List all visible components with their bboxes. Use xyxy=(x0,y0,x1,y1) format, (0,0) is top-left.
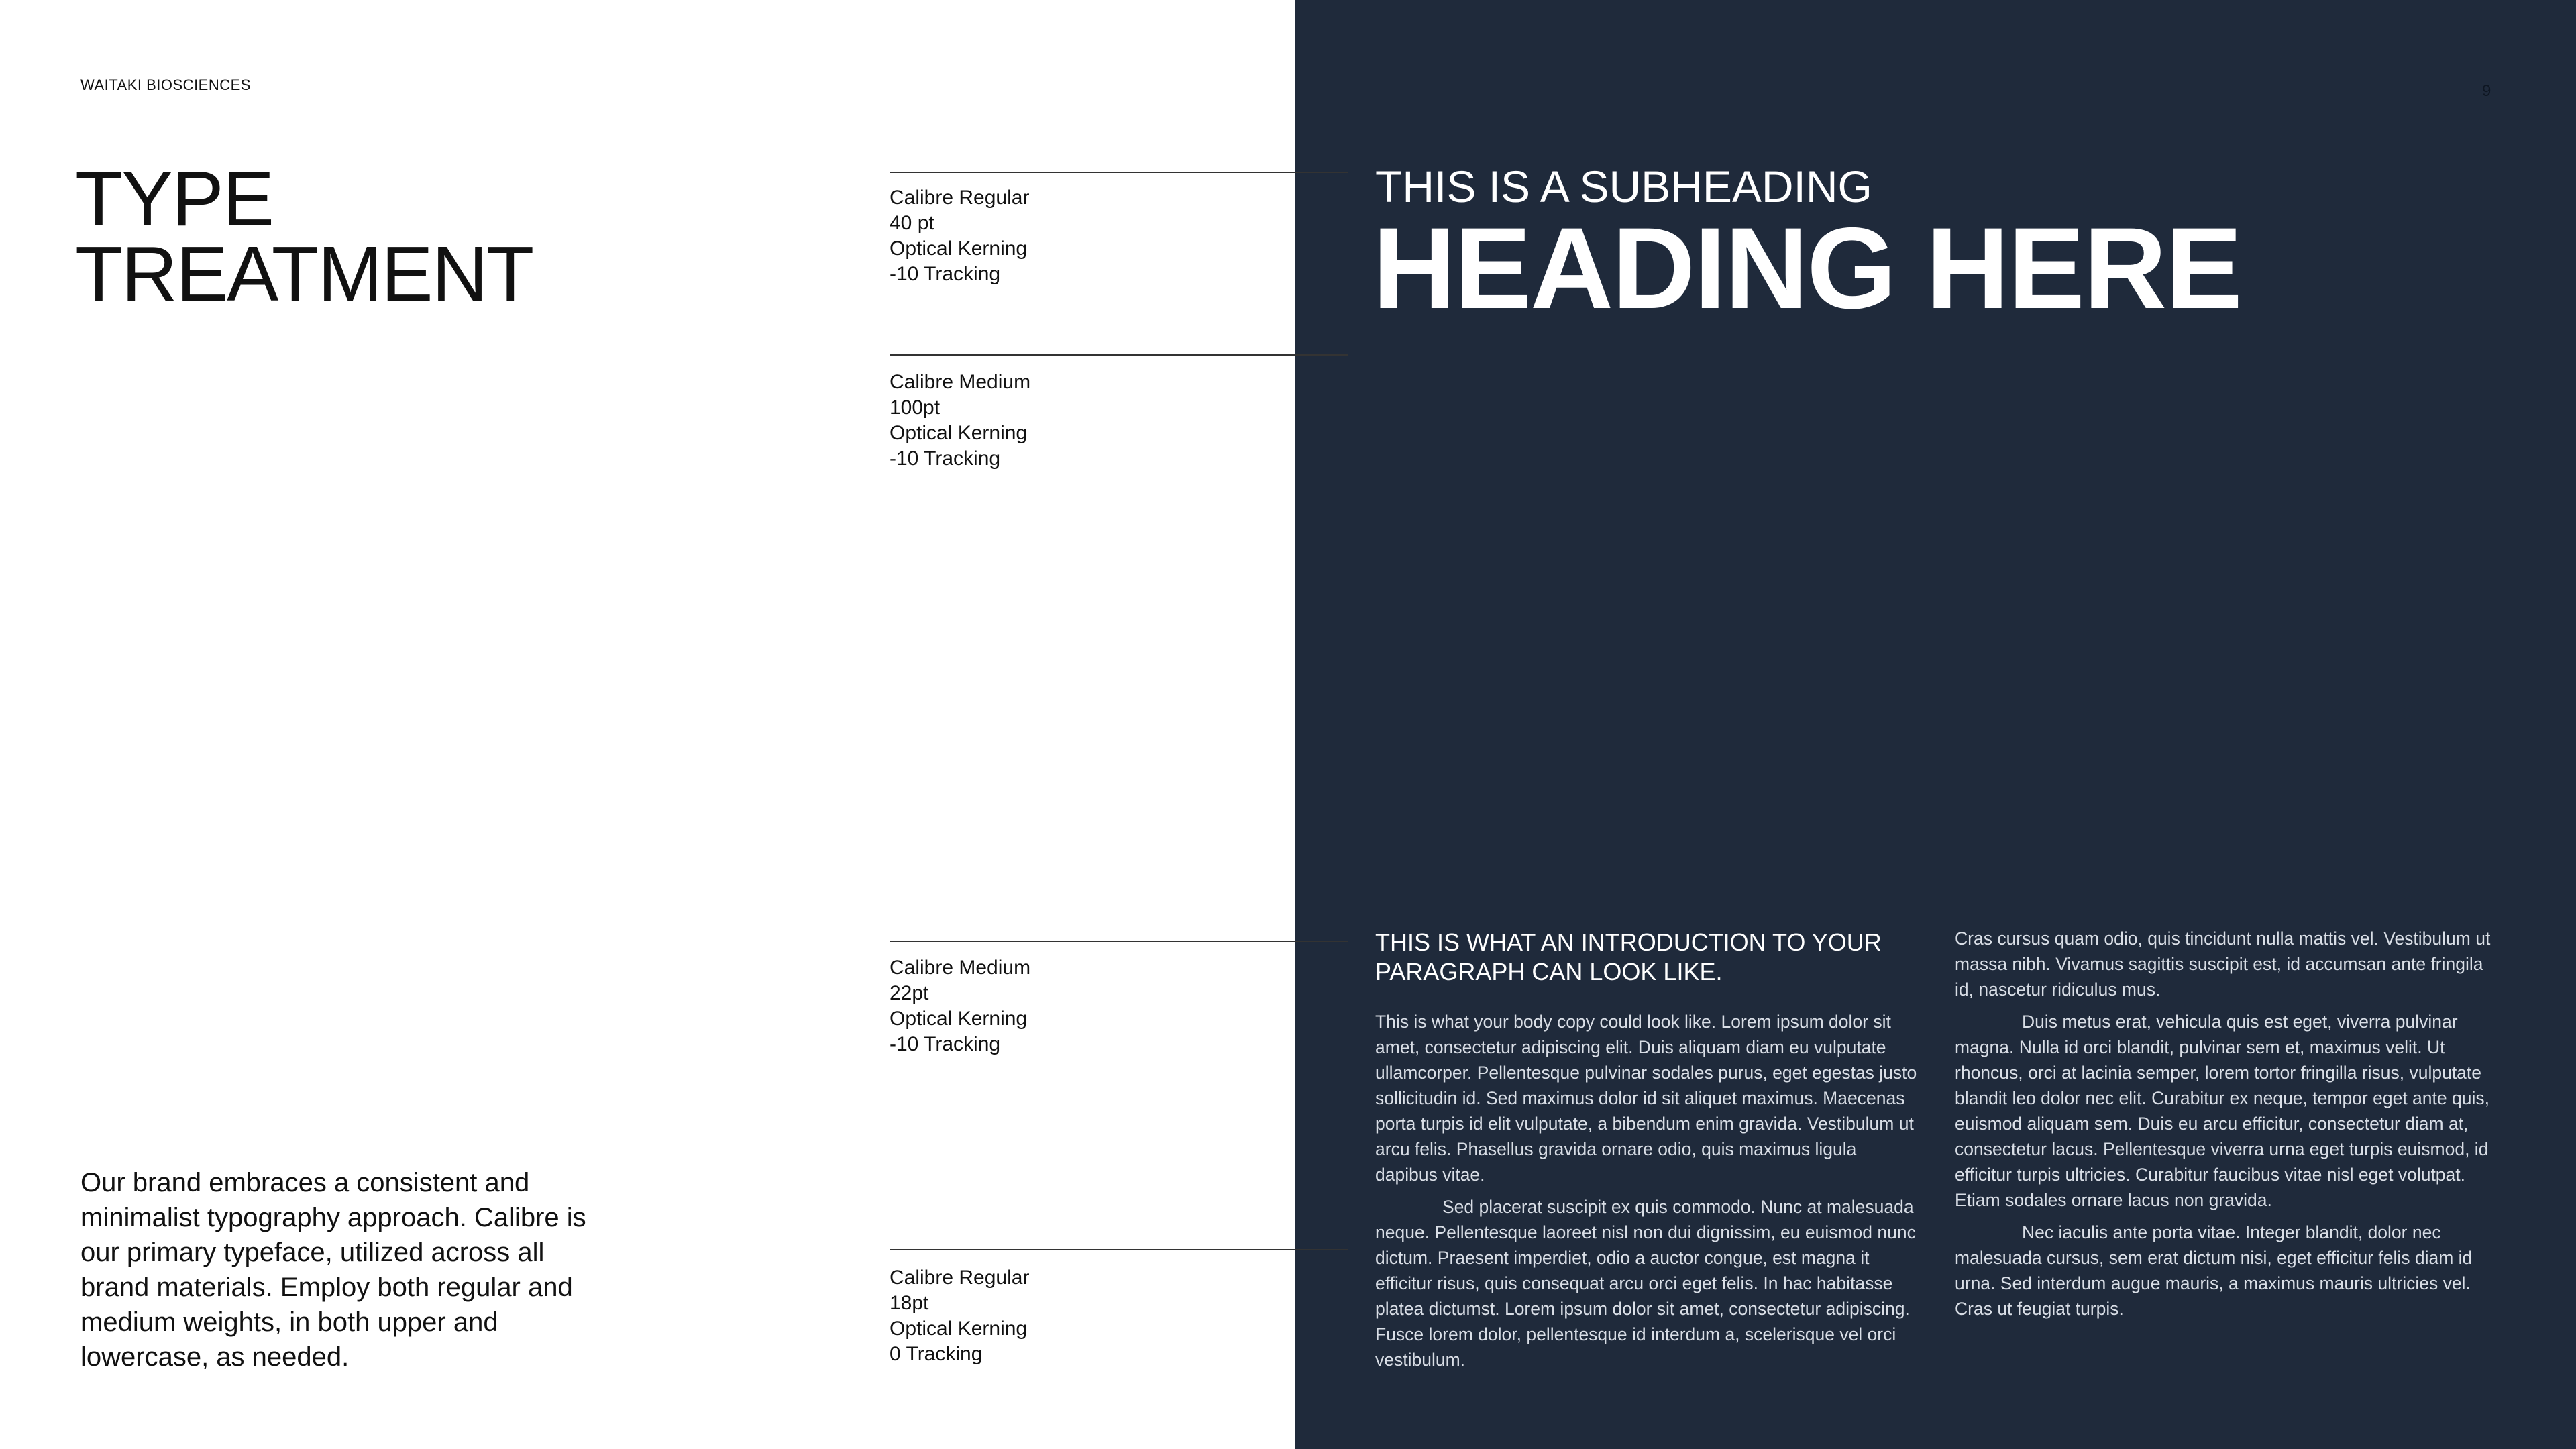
spec-kerning: Optical Kerning xyxy=(890,237,1028,260)
spec-divider-2 xyxy=(890,354,1348,356)
body-paragraph: This is what your body copy could look like. Lorem ipsum dolor sit amet, consectetur adipiscing elit. Duis aliquam diam eu vulputate ullamcorper. Pellentesque pulvinar sodales purus, eget egestas justo sollicitudin id. Sed maximus dolor id sit aliquet maximus. Maecenas porta turpis id elit vulputate, a bibendum enim gravida. Vestibulum ut arcu felis. Phasellus gravida ornare odio, quis maximus ligula dapibus vitae. xyxy=(1375,1012,1917,1185)
spec-block-1 xyxy=(890,185,1029,287)
spec-tracking: -10 Tracking xyxy=(890,447,1001,470)
page-title-line-1: TYPE xyxy=(75,155,273,242)
spec-font: Calibre Medium xyxy=(890,371,1031,393)
sample-subheading: THIS IS A SUBHEADING xyxy=(1375,162,1872,211)
body-column-2 xyxy=(1955,926,2502,1328)
spec-block-2 xyxy=(890,370,1030,472)
body-paragraph: Cras cursus quam odio, quis tincidunt nulla mattis vel. Vestibulum ut massa nibh. Vivamus sagittis suscipit est, id accumsan ante fringila id, nascetur ridiculus mus. xyxy=(1955,928,2491,1000)
spec-block-4 xyxy=(890,1265,1029,1367)
spec-kerning: Optical Kerning xyxy=(890,422,1028,444)
spec-tracking: -10 Tracking xyxy=(890,263,1001,285)
brand-description: Our brand embraces a consistent and minimalist typography approach. Calibre is our primary typeface, utilized across all brand materials. Employ both regular and medium weights, in both upper and lowercase, as needed. xyxy=(80,1168,586,1372)
body-column-1 xyxy=(1375,1009,1922,1379)
sample-heading: HEADING HERE xyxy=(1373,204,2241,333)
spec-size: 40 pt xyxy=(890,212,934,234)
brand-name: WAITAKI BIOSCIENCES xyxy=(80,76,251,93)
spec-divider-1 xyxy=(890,172,1348,173)
spec-size: 100pt xyxy=(890,396,941,419)
spec-size: 22pt xyxy=(890,982,929,1004)
spec-font: Calibre Regular xyxy=(890,1267,1030,1289)
body-paragraph: Sed placerat suscipit ex quis commodo. Nunc at malesuada neque. Pellentesque laoreet nisl non dui dignissim, eu euismod nunc dictum. Praesent imperdiet, odio a auctor congue, est magna it efficitur risus, quis consequat arcu orci eget felis. In hac habitasse platea dictumst. Lorem ipsum dolor sit amet, consectetur adipiscing. Fusce lorem dolor, pellentesque id interdum a, scelerisque vel orci vestibulum. xyxy=(1375,1197,1916,1370)
spec-kerning: Optical Kerning xyxy=(890,1008,1028,1030)
spec-tracking: -10 Tracking xyxy=(890,1033,1001,1055)
spec-block-3 xyxy=(890,955,1030,1057)
spec-tracking: 0 Tracking xyxy=(890,1343,983,1365)
page-number: 9 xyxy=(2482,82,2491,100)
spec-divider-4 xyxy=(890,1249,1348,1250)
page-title xyxy=(75,155,533,317)
page-title-line-2: TREATMENT xyxy=(75,230,533,317)
spec-size: 18pt xyxy=(890,1292,929,1314)
spec-font: Calibre Medium xyxy=(890,957,1031,979)
sample-intro: THIS IS WHAT AN INTRODUCTION TO YOUR PARAGRAPH CAN LOOK LIKE. xyxy=(1375,928,1882,985)
body-paragraph: Nec iaculis ante porta vitae. Integer blandit, dolor nec malesuada cursus, sem erat dictum nisi, eget efficitur felis diam id urna. Sed interdum augue mauris, a maximus mauris ultricies vel. Cras ut feugiat turpis. xyxy=(1955,1222,2473,1319)
spec-kerning: Optical Kerning xyxy=(890,1318,1028,1340)
body-paragraph: Duis metus erat, vehicula quis est eget, viverra pulvinar magna. Nulla id orci blandit, pulvinar sem et, maximus velit. Ut rhoncus, orci at lacinia semper, lorem tortor fringilla risus, vulputate blandit leo dolor nec elit. Curabitur ex neque, tempor eget ante quis, euismod aliquam sem. Duis eu arcu efficitur, consectetur diam at, consectetur lacus. Pellentesque viverra urna eget turpis euismod, id efficitur turpis ultricies. Curabitur faucibus vitae nisl eget volutpat. Etiam sodales ornare lacus non gravida. xyxy=(1955,1012,2489,1210)
spec-divider-3 xyxy=(890,941,1348,942)
spec-font: Calibre Regular xyxy=(890,186,1030,209)
